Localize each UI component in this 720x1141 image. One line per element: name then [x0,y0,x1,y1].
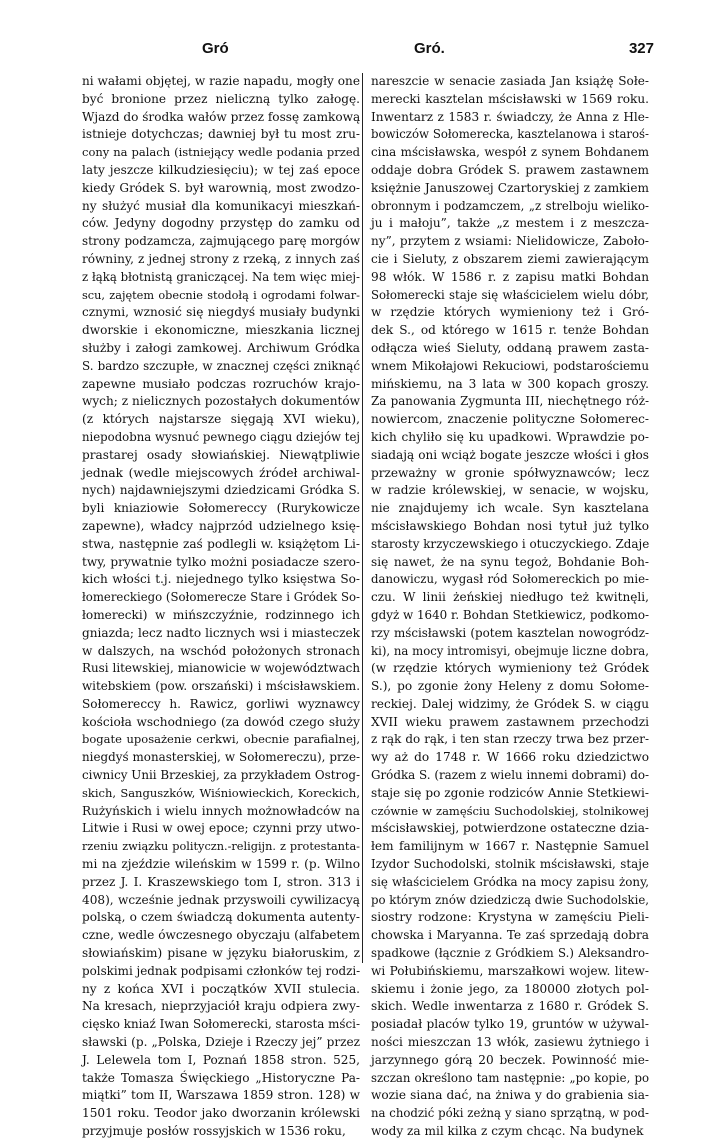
text-line: byli kniaziowie Sołomereccy (Rurykowicze [82,501,360,516]
text-line: mi na zjeździe wileńskim w 1599 r. (p. Wilno [82,857,360,872]
text-line: Izydor Suchodolski, stolnik mścisławski, staje [371,857,649,872]
text-line: w dalszych, na wschód położonych stronach [82,643,360,658]
text-line: S. bardzo szczupłe, w znacznej części zniknąć [82,358,360,373]
text-line: 408), wcześnie jednak przyswoili cywilizacyą [82,892,360,907]
text-line: jednak (wedle miejscowych źródeł archiwal- [82,465,360,480]
text-line: sławski (p. „Polska, Dzieje i Rzeczy jej” przez [82,1035,360,1050]
text-line: czównie w zamęściu Suchodolskiej, stolnikowej [371,803,649,818]
text-line: skiemu i żonie jego, za 180000 złotych pol- [371,981,649,996]
text-line: bogate uposażenie cerkwi, obecnie parafialnej, [82,732,360,747]
text-line: wi Połubińskiemu, marszałkowi wojew. litew- [371,963,649,978]
text-line: się właścicielem Gródka na mocy zapisu żony, [371,874,649,889]
text-line: czu. W linii żeńskiej niedługo też kwitnęli, [371,590,649,605]
text-line: Inwentarz z 1583 r. świadczy, że Anna z Hle- [371,109,649,124]
text-line: witebskiem (pow. orszański) i mścisławskiem. [82,679,360,694]
text-line: zapewne musiało podczas rozruchów krajo- [82,376,360,391]
text-line: 98 włók. W 1586 r. z zapisu matki Bohdan [371,269,649,284]
text-line: laty jeszcze kilkudziesięciu); w tej zaś epoce [82,162,360,177]
text-line: z łąką błotnistą graniczącej. Na tem więc miej- [82,269,360,284]
text-line: w rzędzie których wymieniony też i Gró- [371,305,649,320]
text-line: starosty krzyczewskiego i otuczyckiego. Zdaje [371,536,650,551]
text-line: chowska i Maryanna. Te zaś sprzedają dobra [371,928,649,943]
text-line: po którym znów dziedziczą dwie Suchodolskie, [371,892,649,907]
text-line: ciwnicy Unii Brzeskiej, za przykładem Ostrog- [82,768,360,783]
text-line: ności mieszczan 13 włók, zasiewu żytniego i [371,1035,649,1050]
text-line: 1501 roku. Teodor jako dworzanin królewski [82,1106,360,1121]
text-line: siostry rodzone: Krystyna w zamęściu Pieli- [371,910,649,925]
text-line: Sołomereccy h. Rawicz, gorliwi wyznawcy [82,696,360,711]
text-line: siadają oni wciąż bogate jeszcze włości i głos [371,447,649,462]
text-line: miątki” tom II, Warszawa 1859 stron. 128) w [82,1088,360,1103]
text-line: zapewne), władcy najprzód udzielnego księ- [82,518,360,533]
text-line: odłącza wieś Sieluty, oddaną prawem zasta- [371,340,649,355]
text-line: posiadał placów tylko 19, gruntów w używal- [371,1017,649,1032]
text-line: wy aż do 1748 r. W 1666 roku dziedzictwo [371,750,649,765]
text-line: dek S., od którego w 1615 r. tenże Bohdan [371,323,649,338]
header-center-word: Gró. [414,40,445,57]
text-line: danowiczu, wygasł ród Sołomereckich po mie- [371,572,649,587]
text-line: bowiczów Sołomerecka, kasztelanowa i staroś- [371,127,649,142]
text-line: ny z końca XVI i początków XVII stulecia. [82,981,360,996]
text-line: twy, prywatnie tylko możni posiadacze szero- [82,554,360,569]
text-line: ców. Jedyny dogodny przystęp do zamku od [82,216,360,231]
text-line: w radzie królewskiej, w senacie, w wojsku, [371,483,649,498]
running-header [84,40,654,62]
text-line: cony na palach (istniejący wedle podania przed [82,145,360,160]
text-line: rzy mścisławski (potem kasztelan nowogródz- [371,625,649,640]
text-line: nie znajdujemy ich wcale. Syn kasztelana [371,501,649,516]
text-line: ny”, przytem z wsiami: Nielidowicze, Zaboło- [371,234,649,249]
text-line: staje się po zgonie rodziców Annie Stetkiewi- [371,785,649,800]
text-line: gdyż w 1640 r. Bohdan Stetkiewicz, podkomo- [371,607,650,622]
text-line: się nawet, że na synu tegoż, Bohdanie Boh- [371,554,649,569]
text-line: nych) najdawniejszymi dziedzicami Gródka S. [82,483,360,498]
text-line: mińskiemu, na 3 lata w 300 kopach groszy. [371,376,649,391]
text-line: księżnie Januszowej Czartoryskiej z zamkiem [371,180,649,195]
text-line: cie i Sieluty, z obszarem ziemi zawierającym [371,251,649,266]
text-line: XVII wieku prawem zastawnem przechodzi [371,714,649,729]
text-line: spadkowe (łącznie z Gródkiem S.) Aleksandro- [371,946,649,961]
text-line: z rąk do rąk, i ten stan rzeczy trwa bez przer- [371,732,649,747]
text-line: (w rzędzie których wymieniony też Gródek [371,661,649,676]
text-line: istnieje dotychczas; dawniej był tu most zru- [82,127,360,142]
text-line: niegdyś monasterskiej, w Sołomereczu), prze- [82,750,360,765]
text-line: obronnym i podzamczem, „z strelboju wieliko- [371,198,649,213]
text-line: być bronione przez nieliczną tylko załogę. [82,91,360,106]
text-line: przeważny w gronie spółwyznawców; lecz [371,465,649,480]
text-line: służby i załogi zamkowej. Archiwum Gródka [82,340,360,355]
text-line: nowiercom, znaczenie polityczne Sołomerec- [371,412,649,427]
text-line: łomerecki) w mińszczyźnie, rodzinnego ich [82,607,360,622]
text-line: wnem Mikołajowi Rekuciowi, podstarościemu [371,358,649,373]
text-line: Na kresach, nieprzyjaciół kraju odpiera zwy- [82,999,360,1014]
text-line: ny służyć musiał dla komunikacyi mieszkań- [82,198,360,213]
text-line: łomereckiego (Sołomerecze Stare i Gródek So- [82,590,360,605]
text-line: mścisławskiej, potwierdzone ostateczne dzia- [371,821,650,836]
text-line: Wjazd do środka wałów przez fossę zamkową [82,109,361,124]
text-line: ki), na mocy intromisyi, obejmuje liczne dobra, [371,643,649,658]
text-line: cięsko kniaź Iwan Sołomerecki, starosta mści- [82,1017,360,1032]
text-line: oddaje dobra Gródek S. prawem zastawnem [371,162,649,177]
text-line: S.), po zgonie żony Heleny z domu Sołome- [371,679,649,694]
column-divider [362,73,363,963]
text-line: gniazda; lecz nadto licznych wsi i miasteczek [82,625,360,640]
text-line: kościoła wschodniego (za dowód czego służy [82,714,360,729]
text-line: skich, Sanguszków, Wiśniowieckich, Koreckich, [82,785,360,800]
text-line: przez J. I. Kraszewskiego tom I, stron. 313 i [82,874,360,889]
text-line: skich. Wedle inwentarza z 1680 r. Gródek S. [371,999,649,1014]
text-line: Za panowania Zygmunta III, niechętnego róż- [371,394,649,409]
text-line: przyjmuje posłów rossyjskich w 1536 roku, [82,1124,346,1139]
text-line: kich włości t.j. niejednego tylko księstwa So- [82,572,360,587]
text-line: kich chyliło się ku upadkowi. Wprawdzie po- [371,429,649,444]
text-line: ni wałami objętej, w razie napadu, mogły one [82,74,360,88]
text-line: niepodobna wysnuć pewnego ciągu dziejów tej [82,429,360,444]
text-line: (z których najstarsze sięgają XVI wieku), [82,412,360,427]
text-line: dworskie i ekonomiczne, mieszkania licznej [82,323,360,338]
text-line: J. Lelewela tom I, Poznań 1858 stron. 525, [82,1052,360,1067]
text-line: czne, wedle ówczesnego obyczaju (alfabetem [82,928,360,943]
text-line: merecki kasztelan mścisławski w 1569 roku. [371,91,649,106]
text-line: Rusi litewskiej, mianowicie w województwach [82,661,360,676]
text-line: łem familijnym w 1667 r. Następnie Samuel [371,839,649,854]
text-line: równiny, z jednej strony z rzeką, z innych zaś [82,251,360,266]
text-line: polskimi jednak podpisami członków tej rodzi- [82,963,361,978]
text-line: strony podzamcza, zajmującego parę morgów [82,234,360,249]
text-line: cznymi, wznosić się niegdyś musiały budynki [82,305,360,320]
text-line: wych; z nielicznych pozostałych dokumentów [82,394,360,409]
text-line: reckiej. Dalej widzimy, że Gródek S. w ciągu [371,696,649,711]
page-number: 327 [628,40,654,57]
text-line: wody za mil kilka z czym chcąc. Na budynek [371,1124,644,1139]
text-line: Gródka S. (razem z wielu innemi dobrami) do- [371,768,649,783]
text-line: scu, zajętem obecnie stodołą i ogrodami folwar- [82,288,360,302]
text-line: ju i małoju”, także „z mestem i z meszcza- [371,216,649,231]
text-line: prastarej osady słowiańskiej. Niewątpliwie [82,447,360,462]
text-column-right [371,73,650,1139]
text-line: rzeniu związku polityczn.-religijn. z protestanta- [82,840,360,854]
text-line: także Tomasza Święckiego „Historyczne Pa- [82,1070,360,1085]
text-line: szczan określono tam następnie: „po kopie, po [371,1070,649,1085]
header-left-word: Gró [202,40,229,57]
text-column-left [82,73,361,1139]
text-line: Rużyńskich i wielu innych możnowładców na [82,803,360,818]
text-line: nareszcie w senacie zasiada Jan książę Sołe- [371,74,649,88]
text-line: słowiańskim) pisane w języku białoruskim, z [82,946,360,961]
text-line: na chodzić póki zeżną y siano sprzątną, w pod- [371,1106,649,1121]
text-line: mścisławskiego Bohdan nosi tytuł już tylko [371,518,649,533]
text-line: cina mścisławska, wespół z synem Bohdanem [371,145,649,160]
text-line: wozie siana dać, na żniwa y do grabienia sia- [371,1088,649,1103]
text-line: jarzynnego górą 20 beczek. Powinność mie- [371,1052,649,1067]
text-line: Litwie i Rusi w owej epoce; czynni przy utwo- [82,821,360,836]
text-line: polską, o czem świadczą dokumenta autenty- [82,910,360,925]
text-line: kiedy Gródek S. był warownią, most zwodzo- [82,180,360,195]
text-line: stwa, następnie zaś podlegli w. książętom Li- [82,536,360,551]
text-line: Sołomerecki staje się właścicielem wielu dóbr, [371,287,649,302]
